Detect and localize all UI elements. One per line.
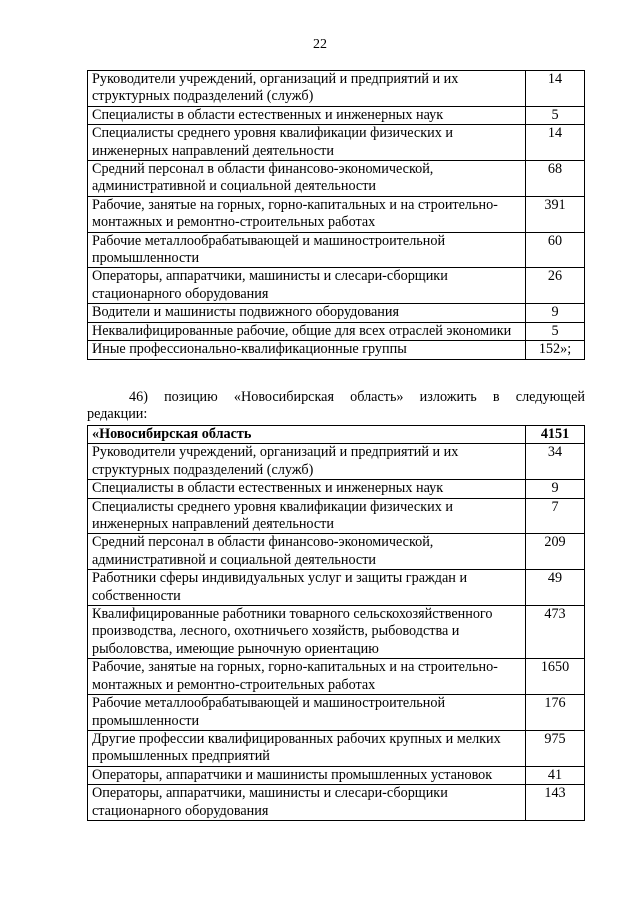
table-row [88,196,585,232]
occupation-count: 14 [526,71,585,107]
occupation-label: Рабочие металлообрабатывающей и машиностроительной промышленности [88,695,526,731]
occupation-label: Специалисты в области естественных и инженерных наук [88,106,526,124]
table-row [88,766,585,784]
occupation-count: 209 [526,534,585,570]
occupation-label: Операторы, аппаратчики, машинисты и слесари-сборщики стационарного оборудования [88,268,526,304]
occupation-count: 1650 [526,659,585,695]
occupation-label: Рабочие металлообрабатывающей и машиностроительной промышленности [88,232,526,268]
table-row [88,659,585,695]
table-row [88,570,585,606]
occupation-label: Операторы, аппаратчики, машинисты и слесари-сборщики стационарного оборудования [88,785,526,821]
occupation-count: 26 [526,268,585,304]
occupation-count: 41 [526,766,585,784]
occupation-label: Средний персонал в области финансово-экономической, административной и социальной деятельности [88,534,526,570]
occupation-label: Водители и машинисты подвижного оборудования [88,304,526,322]
table-row [88,322,585,340]
table-row [88,695,585,731]
table-row [88,444,585,480]
table-row [88,106,585,124]
occupation-count: 391 [526,196,585,232]
occupation-label: Специалисты среднего уровня квалификации физических и инженерных направлений деятельности [88,125,526,161]
occupation-label: Специалисты среднего уровня квалификации физических и инженерных направлений деятельности [88,498,526,534]
occupation-label: Рабочие, занятые на горных, горно-капитальных и на строительно-монтажных и ремонтно-строительных работах [88,659,526,695]
page-number: 22 [313,37,327,52]
occupation-count: 5 [526,106,585,124]
occupation-label: Иные профессионально-квалификационные группы [88,341,526,359]
occupation-count: 473 [526,606,585,659]
occupation-label: Другие профессии квалифицированных рабочих крупных и мелких промышленных предприятий [88,730,526,766]
table-header-row [88,426,585,444]
occupation-table-continued [87,70,585,360]
occupation-label: Операторы, аппаратчики и машинисты промышленных установок [88,766,526,784]
occupation-count: 975 [526,730,585,766]
occupation-label: Специалисты в области естественных и инженерных наук [88,480,526,498]
table-row [88,785,585,821]
table-row [88,480,585,498]
occupation-label: Рабочие, занятые на горных, горно-капитальных и на строительно-монтажных и ремонтно-строительных работах [88,196,526,232]
table-row [88,341,585,359]
occupation-count: 5 [526,322,585,340]
occupation-count: 34 [526,444,585,480]
occupation-count: 9 [526,480,585,498]
amendment-line-2: редакции: [87,406,148,422]
region-name: «Новосибирская область [88,426,526,444]
table-row [88,268,585,304]
occupation-label: Неквалифицированные рабочие, общие для всех отраслей экономики [88,322,526,340]
table-row [88,125,585,161]
table-row [88,498,585,534]
occupation-count: 60 [526,232,585,268]
occupation-label: Руководители учреждений, организаций и предприятий и их структурных подразделений (служб) [88,71,526,107]
novosibirsk-table [87,425,585,821]
occupation-count: 152»; [526,341,585,359]
occupation-label: Средний персонал в области финансово-экономической, административной и социальной деятельности [88,161,526,197]
table-row [88,71,585,107]
occupation-label: Руководители учреждений, организаций и предприятий и их структурных подразделений (служб) [88,444,526,480]
occupation-count: 14 [526,125,585,161]
table-row [88,304,585,322]
table-row [88,161,585,197]
region-total: 4151 [526,426,585,444]
occupation-label: Работники сферы индивидуальных услуг и защиты граждан и собственности [88,570,526,606]
occupation-count: 9 [526,304,585,322]
occupation-label: Квалифицированные работники товарного сельскохозяйственного производства, лесного, охотничьего хозяйств, рыбоводства и рыболовства, имеющие рыночную ориентацию [88,606,526,659]
table-row [88,606,585,659]
table-row [88,232,585,268]
table-row [88,730,585,766]
occupation-count: 143 [526,785,585,821]
occupation-count: 49 [526,570,585,606]
table-row [88,534,585,570]
occupation-count: 7 [526,498,585,534]
amendment-paragraph [87,389,585,423]
amendment-line-1: 46) позицию «Новосибирская область» изложить в следующей [129,389,585,405]
occupation-count: 176 [526,695,585,731]
occupation-count: 68 [526,161,585,197]
